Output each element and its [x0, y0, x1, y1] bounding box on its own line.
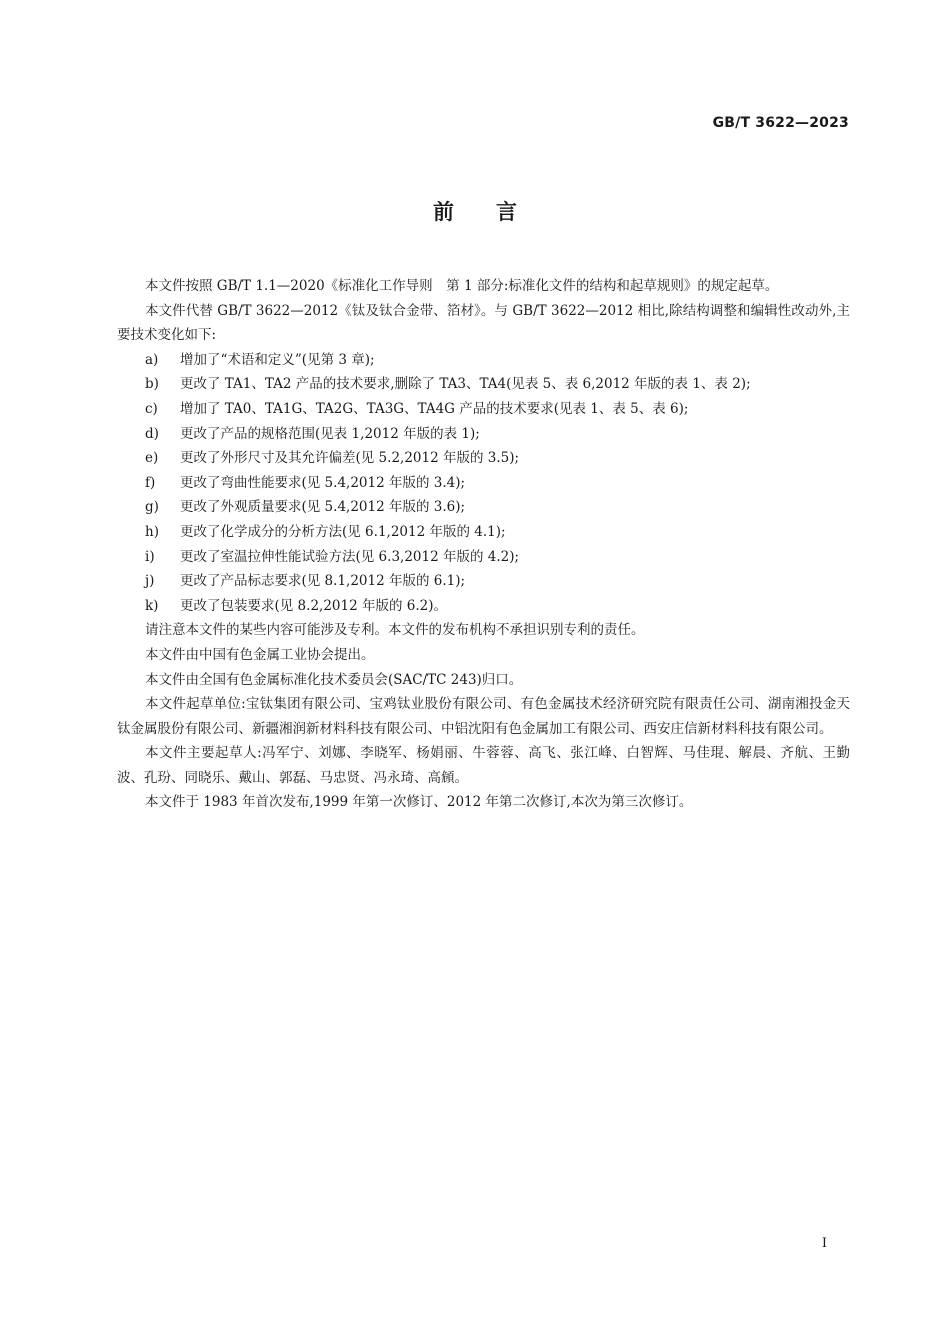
list-text: 增加了“术语和定义”(见第 3 章);	[180, 351, 375, 368]
list-marker: k)	[145, 597, 159, 614]
list-marker: j)	[145, 573, 155, 590]
list-marker: c)	[145, 400, 158, 417]
list-text: 增加了 TA0、TA1G、TA2G、TA3G、TA4G 产品的技术要求(见表 1、表 5、表 6);	[180, 400, 689, 417]
list-item	[117, 495, 850, 520]
list-item	[117, 569, 850, 594]
list-marker: d)	[145, 425, 159, 442]
list-marker: i)	[145, 548, 155, 565]
list-marker: h)	[145, 523, 159, 540]
title-char-1: 前	[433, 200, 454, 224]
list-marker: f)	[145, 474, 156, 491]
title-char-2: 言	[496, 200, 517, 224]
list-text: 更改了产品标志要求(见 8.1,2012 年版的 6.1);	[180, 573, 466, 590]
list-item	[117, 422, 850, 447]
list-marker: a)	[145, 351, 159, 368]
list-item	[117, 372, 850, 397]
list-marker: e)	[145, 450, 159, 467]
paragraph-proposer: 本文件由中国有色金属工业协会提出。	[145, 646, 375, 663]
paragraph-drafting-rules: 本文件按照 GB/T 1.1—2020《标准化工作导则 第 1 部分:标准化文件的结构和起草规则》的规定起草。	[145, 278, 779, 294]
list-text: 更改了产品的规格范围(见表 1,2012 年版的表 1);	[180, 425, 480, 442]
paragraph-replacement: 本文件代替 GB/T 3622—2012《钛及钛合金带、箔材》。与 GB/T 3622—2012 相比,除结构调整和编辑性改动外,主要技术变化如下:	[117, 302, 850, 344]
list-text: 更改了外观质量要求(见 5.4,2012 年版的 3.6);	[180, 499, 466, 516]
list-item	[117, 520, 850, 545]
list-text: 更改了弯曲性能要求(见 5.4,2012 年版的 3.4);	[180, 474, 466, 491]
list-item	[117, 594, 850, 619]
list-item	[117, 397, 850, 422]
paragraph-history: 本文件于 1983 年首次发布,1999 年第一次修订、2012 年第二次修订,本次为第三次修订。	[145, 794, 693, 811]
page-title	[0, 196, 950, 226]
list-text: 更改了 TA1、TA2 产品的技术要求,删除了 TA3、TA4(见表 5、表 6,2012 年版的表 1、表 2);	[180, 376, 751, 393]
list-item	[117, 471, 850, 496]
changes-list	[117, 348, 850, 619]
list-text: 更改了化学成分的分析方法(见 6.1,2012 年版的 4.1);	[180, 523, 506, 540]
document-code: GB/T 3622—2023	[712, 115, 849, 131]
foreword-body	[117, 274, 850, 815]
list-item	[117, 446, 850, 471]
list-item	[117, 348, 850, 373]
list-text: 更改了包装要求(见 8.2,2012 年版的 6.2)。	[180, 597, 447, 614]
paragraph-drafters: 本文件主要起草人:冯军宁、刘娜、李晓军、杨娟丽、牛蓉蓉、高飞、张江峰、白智辉、马佳琨、解晨、齐航、王勤波、孔玢、同晓乐、戴山、郭磊、马忠贤、冯永琦、高頠。	[117, 745, 850, 786]
paragraph-patent-notice: 请注意本文件的某些内容可能涉及专利。本文件的发布机构不承担识别专利的责任。	[145, 622, 645, 639]
list-marker: b)	[145, 376, 159, 393]
list-text: 更改了外形尺寸及其允许偏差(见 5.2,2012 年版的 3.5);	[180, 450, 520, 467]
list-item	[117, 545, 850, 570]
page-number: I	[821, 1236, 827, 1251]
list-marker: g)	[145, 499, 159, 516]
paragraph-committee: 本文件由全国有色金属标准化技术委员会(SAC/TC 243)归口。	[145, 671, 523, 688]
list-text: 更改了室温拉伸性能试验方法(见 6.3,2012 年版的 4.2);	[180, 548, 520, 565]
paragraph-drafting-units: 本文件起草单位:宝钛集团有限公司、宝鸡钛业股份有限公司、有色金属技术经济研究院有限责任公司、湖南湘投金天钛金属股份有限公司、新疆湘润新材料科技有限公司、中铝沈阳有色金属加工有限公司、西安庄信新材料科技有限公司。	[117, 696, 850, 737]
